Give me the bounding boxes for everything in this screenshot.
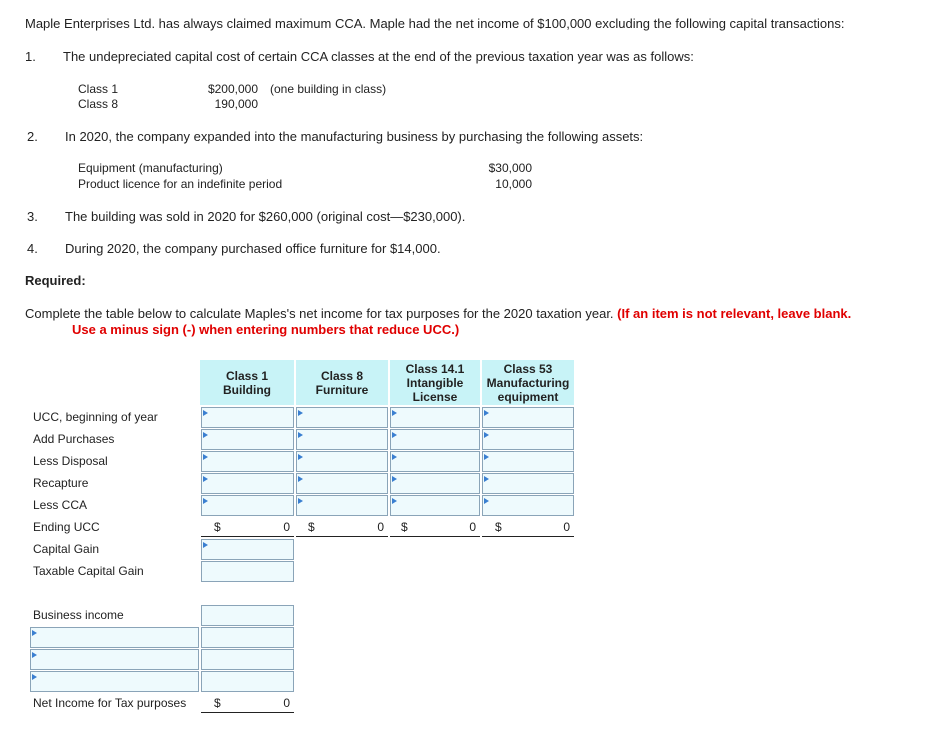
item-text-2: In 2020, the company expanded into the manufacturing business by purchasing the following assets: xyxy=(65,129,644,144)
asset-licence-amount: 10,000 xyxy=(495,177,532,191)
ending-ucc-class-1-value: 0 xyxy=(283,520,290,534)
input-recapture-class-14-1[interactable] xyxy=(390,473,480,494)
ending-ucc-class-53-currency: $ xyxy=(495,520,502,534)
item-number-2: 2. xyxy=(27,129,38,144)
net-income-underline xyxy=(201,712,294,713)
input-ucc-begin-class-8[interactable] xyxy=(296,407,388,428)
instruction-red-2: Use a minus sign (-) when entering numbers that reduce UCC.) xyxy=(72,322,460,337)
col-2-line-2: Furniture xyxy=(315,382,369,397)
input-recapture-class-8[interactable] xyxy=(296,473,388,494)
ending-ucc-class-8-underline xyxy=(296,536,388,537)
input-recapture-class-1[interactable] xyxy=(201,473,294,494)
item-text-4: During 2020, the company purchased office furniture for $14,000. xyxy=(65,241,441,256)
ending-ucc-class-8-value: 0 xyxy=(377,520,384,534)
row-label-less-disposal: Less Disposal xyxy=(33,454,108,468)
ucc-class-8-label: Class 8 xyxy=(78,97,119,111)
input-extra-label-3[interactable] xyxy=(30,671,199,692)
col-header-class-1 xyxy=(200,360,294,405)
net-income-value: 0 xyxy=(283,696,290,710)
col-1-line-2: Building xyxy=(223,382,271,397)
ending-ucc-class-14-1-underline xyxy=(390,536,480,537)
item-number-1: 1. xyxy=(25,49,36,64)
row-label-ucc-begin: UCC, beginning of year xyxy=(33,410,158,424)
input-extra-label-2[interactable] xyxy=(30,649,199,670)
col-3-line-3: License xyxy=(412,389,458,404)
row-label-business-income: Business income xyxy=(33,608,124,622)
input-cca-class-14-1[interactable] xyxy=(390,495,480,516)
col-1-line-1: Class 1 xyxy=(225,368,269,383)
ending-ucc-class-14-1-value: 0 xyxy=(469,520,476,534)
ending-ucc-class-53-value: 0 xyxy=(563,520,570,534)
asset-licence-label: Product licence for an indefinite period xyxy=(78,177,283,191)
instruction-main: Complete the table below to calculate Maples's net income for tax purposes for the 2020 taxation year. xyxy=(25,306,614,321)
input-extra-label-1[interactable] xyxy=(30,627,199,648)
ending-ucc-class-8-currency: $ xyxy=(308,520,315,534)
col-4-line-3: equipment xyxy=(497,389,559,404)
col-4-line-2: Manufacturing xyxy=(486,375,570,390)
input-ucc-begin-class-1[interactable] xyxy=(201,407,294,428)
col-3-line-1: Class 14.1 xyxy=(405,361,465,376)
net-income-currency: $ xyxy=(214,696,221,710)
item-number-4: 4. xyxy=(27,241,38,256)
input-purchases-class-8[interactable] xyxy=(296,429,388,450)
ucc-class-8-amount: 190,000 xyxy=(214,97,258,111)
input-ucc-begin-class-14-1[interactable] xyxy=(390,407,480,428)
asset-equipment-amount: $30,000 xyxy=(488,161,532,175)
col-header-class-14-1 xyxy=(390,360,480,405)
input-cca-class-53[interactable] xyxy=(482,495,574,516)
input-ucc-begin-class-53[interactable] xyxy=(482,407,574,428)
input-purchases-class-1[interactable] xyxy=(201,429,294,450)
col-header-class-8 xyxy=(296,360,388,405)
input-recapture-class-53[interactable] xyxy=(482,473,574,494)
intro-text: Maple Enterprises Ltd. has always claimed maximum CCA. Maple had the net income of $100,000 excluding the following capital transactions: xyxy=(25,16,845,31)
input-purchases-class-53[interactable] xyxy=(482,429,574,450)
ending-ucc-class-1-currency: $ xyxy=(214,520,221,534)
row-label-add-purchases: Add Purchases xyxy=(33,432,115,446)
ending-ucc-class-1-underline xyxy=(201,536,294,537)
ending-ucc-class-14-1-currency: $ xyxy=(401,520,408,534)
input-disposal-class-14-1[interactable] xyxy=(390,451,480,472)
input-cca-class-1[interactable] xyxy=(201,495,294,516)
ending-ucc-class-53-underline xyxy=(482,536,574,537)
input-business-income[interactable] xyxy=(201,605,294,626)
input-purchases-class-14-1[interactable] xyxy=(390,429,480,450)
input-disposal-class-53[interactable] xyxy=(482,451,574,472)
input-extra-amount-1[interactable] xyxy=(201,627,294,648)
input-disposal-class-8[interactable] xyxy=(296,451,388,472)
input-capital-gain[interactable] xyxy=(201,539,294,560)
col-header-class-53 xyxy=(482,360,574,405)
input-cca-class-8[interactable] xyxy=(296,495,388,516)
input-extra-amount-3[interactable] xyxy=(201,671,294,692)
ucc-class-1-note: (one building in class) xyxy=(270,82,387,96)
required-label: Required: xyxy=(25,273,86,288)
col-2-line-1: Class 8 xyxy=(320,368,363,383)
input-disposal-class-1[interactable] xyxy=(201,451,294,472)
item-text-1: The undepreciated capital cost of certain CCA classes at the end of the previous taxation year was as follows: xyxy=(63,49,694,64)
row-label-less-cca: Less CCA xyxy=(33,498,88,512)
asset-equipment-label: Equipment (manufacturing) xyxy=(78,161,223,175)
row-label-ending-ucc: Ending UCC xyxy=(33,520,100,534)
row-label-recapture: Recapture xyxy=(33,476,89,490)
item-number-3: 3. xyxy=(27,209,38,224)
item-text-3: The building was sold in 2020 for $260,000 (original cost—$230,000). xyxy=(65,209,466,224)
row-label-capital-gain: Capital Gain xyxy=(33,542,100,556)
input-taxable-capital-gain[interactable] xyxy=(201,561,294,582)
input-extra-amount-2[interactable] xyxy=(201,649,294,670)
ucc-class-1-amount: $200,000 xyxy=(207,82,258,96)
instruction-text xyxy=(25,306,851,321)
col-4-line-1: Class 53 xyxy=(503,361,553,376)
row-label-net-income: Net Income for Tax purposes xyxy=(33,696,187,710)
col-3-line-2: Intangible xyxy=(406,375,464,390)
instruction-red-1: (If an item is not relevant, leave blank. xyxy=(617,306,852,321)
row-label-taxable-capital-gain: Taxable Capital Gain xyxy=(33,564,144,578)
ucc-class-1-label: Class 1 xyxy=(78,82,119,96)
